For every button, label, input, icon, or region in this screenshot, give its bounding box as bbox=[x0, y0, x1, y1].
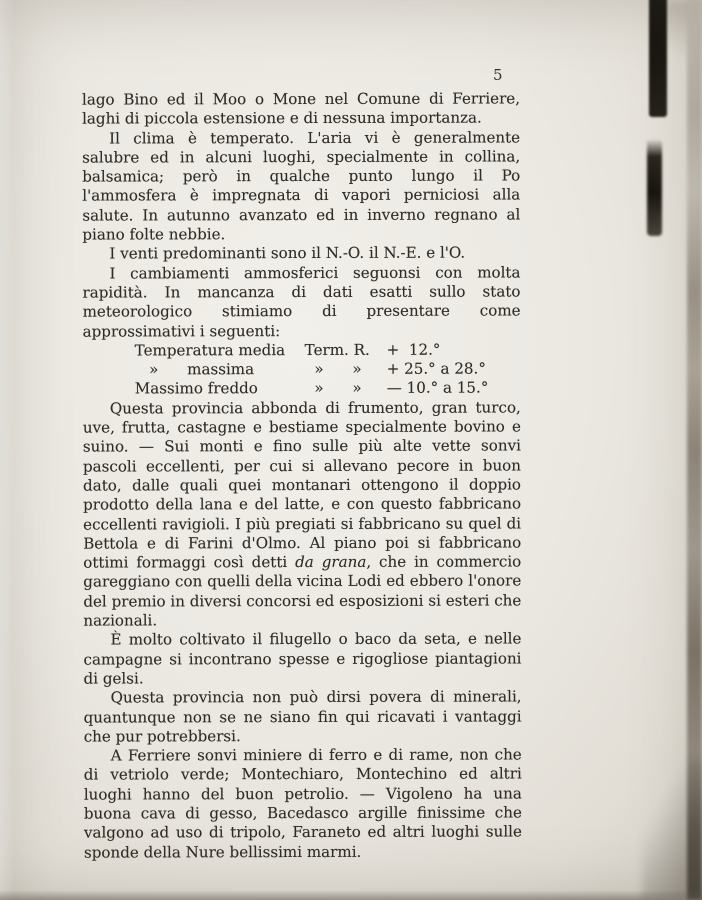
paragraph-mines: A Ferriere sonvi miniere di ferro e di rame, non che di vetriolo verde; Montechiaro, Montechino ed altri luoghi hanno del buon petrolio. — Vigoleno ha una buona cava di gesso, Bacedasco argille finissime che valgono ad uso di tripolo, Faraneto ed altri luoghi sulle sponde della Nure bellissimi marmi. bbox=[83, 745, 522, 862]
paragraph-climate: Il clima è temperato. L'aria vi è generalmente salubre ed in alcuni luoghi, specialmente in collina, balsamica; però in qualche punto lungo il Po l'ammosfera è impregnata di vapori perniciosi alla salute. In autunno avanzato ed in inverno regnano al piano folte nebbie. bbox=[82, 128, 521, 244]
scan-artifact-bottom-edge bbox=[0, 890, 702, 900]
temperature-scale: Term. R. bbox=[304, 340, 370, 359]
temperature-label: Temperatura media bbox=[134, 340, 286, 360]
scan-artifact-black-bar-top bbox=[649, 0, 667, 117]
paragraph-winds: I venti predominanti sono il N.-O. il N.-E. e l'O. bbox=[109, 243, 466, 263]
temperature-label: » massima bbox=[134, 360, 255, 379]
paragraph-minerals: Questa provincia non può dirsi povera di minerali, quantunque non se ne siano fin qui ricavati i vantaggi che pur potrebbersi. bbox=[83, 687, 522, 746]
temperature-scale: » » bbox=[304, 359, 362, 379]
temperature-value: + 25.° a 28.° bbox=[386, 359, 486, 378]
temperature-row-massima bbox=[135, 360, 521, 380]
page-number: 5 bbox=[493, 66, 503, 84]
temperature-scale: » » bbox=[304, 379, 362, 398]
temperature-label: Massimo freddo bbox=[134, 379, 258, 398]
page-text-block bbox=[82, 89, 522, 862]
temperature-value: — 10.° a 15.° bbox=[386, 378, 489, 398]
scan-artifact-bottom-right bbox=[642, 760, 702, 900]
italic-term-da-grana: da grana bbox=[295, 552, 367, 572]
temperature-value: + 12.° bbox=[386, 340, 441, 359]
scan-artifact-black-bar-mid bbox=[647, 139, 662, 236]
scan-artifact-left-edge bbox=[0, 0, 14, 900]
paragraph-agriculture-text-a: Questa provincia abbonda di frumento, gran turco, uve, frutta, castagne e bestiame specialmente bovino e suino. — Sui monti e fino sulle più alte vette sonvi pascoli eccellenti, per cui si allevano pecore in buon dato, dalle quali quei montanari ottengono il doppio prodotto della lana e del latte, e con questo fabbricano eccellenti ravigioli. I più pregiati si fabbricano su quel di Bettola e di Farini d'Olmo. Al piano poi si fabbricano ottimi formaggi così detti bbox=[82, 398, 522, 572]
temperature-row-freddo bbox=[135, 379, 521, 399]
temperature-row-media bbox=[135, 340, 521, 360]
temperature-table bbox=[83, 340, 521, 399]
paragraph-weather-changes: I cambiamenti ammosferici seguonsi con molta rapidità. In mancanza di dati esatti sullo stato meteorologico stimiamo di presentare come approssimativi i seguenti: bbox=[82, 263, 521, 341]
paragraph-lakes-continuation: lago Bino ed il Moo o Mone nel Comune di Ferriere, laghi di piccola estensione e di nessuna importanza. bbox=[81, 89, 521, 128]
paragraph-agriculture bbox=[83, 398, 522, 631]
paragraph-silkworm: È molto coltivato il filugello o baco da seta, e nelle campagne si incontrano spesse e rigogliose piantagioni di gelsi. bbox=[83, 629, 522, 688]
paragraph-agriculture-text-b: , che in commercio gareggiano con quelli della vicina Lodi ed ebbero l'onore del premio in diversi concorsi ed esposizioni si esteri che nazionali. bbox=[83, 552, 522, 630]
